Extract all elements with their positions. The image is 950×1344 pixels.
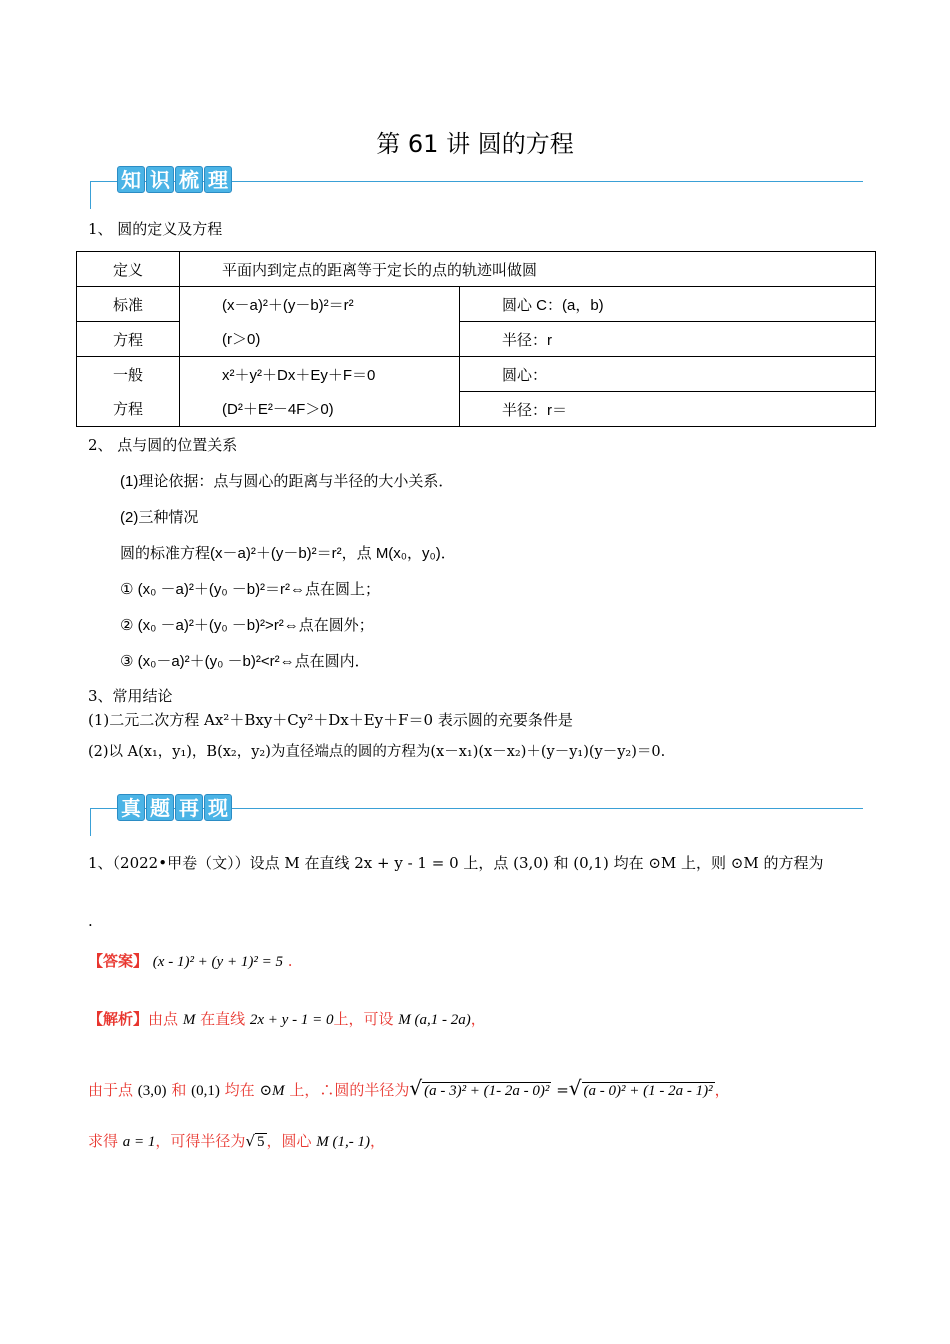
sqrt-symbol: √ — [568, 1076, 582, 1100]
section-divider-tick — [90, 181, 91, 209]
badge-char: 理 — [204, 166, 232, 193]
answer-label: 【答案】 — [88, 952, 149, 970]
badge-char: 再 — [175, 794, 203, 821]
point-0-1: (0,1) — [191, 1083, 220, 1099]
badge-char: 真 — [117, 794, 145, 821]
table-cell-label: 一般 — [77, 357, 180, 392]
analysis-line-2 — [88, 1076, 730, 1100]
item3-heading: 3、常用结论 — [88, 687, 173, 705]
answer-end: . — [287, 952, 293, 970]
table-cell-definition: 平面内到定点的距离等于定长的点的轨迹叫做圆 — [180, 252, 876, 287]
answer-line — [88, 950, 293, 971]
section-badge-exam — [117, 794, 232, 821]
analysis-text: 由于点 — [88, 1081, 134, 1099]
table-cell-radius: 半径：r — [460, 322, 876, 357]
table-cell-label: 方程 — [77, 392, 180, 427]
badge-char: 现 — [204, 794, 232, 821]
analysis-param: M (a,1 - 2a) — [398, 1012, 471, 1028]
analysis-text: ，圆心 — [266, 1132, 312, 1150]
item1-heading: 1、 圆的定义及方程 — [88, 220, 223, 238]
analysis-text: 均在 — [224, 1081, 255, 1099]
section-badge-knowledge — [117, 166, 232, 193]
analysis-line-1 — [88, 1008, 486, 1029]
answer-math: (x - 1)² + (y + 1)² = 5 — [152, 954, 283, 970]
question-1-blank: . — [88, 912, 93, 930]
analysis-text: 上，∴圆的半径为 — [289, 1081, 410, 1099]
analysis-text: ， — [714, 1081, 730, 1099]
table-cell-label: 定义 — [77, 252, 180, 287]
analysis-text: ，可得半径为 — [155, 1132, 246, 1150]
analysis-text: 由点 — [148, 1010, 179, 1028]
analysis-line-3 — [88, 1130, 385, 1151]
item3-line: (2)以 A(x₁，y₁)，B(x₂，y₂)为直径端点的圆的方程为(x－x₁)(x－x₂)＋(y－y₁)(y－y₂)＝0. — [88, 744, 666, 760]
sqrt-5: 5 — [257, 1134, 265, 1150]
analysis-text: 上，可设 — [333, 1010, 394, 1028]
badge-char: 识 — [146, 166, 174, 193]
analysis-text: ， — [370, 1132, 386, 1150]
table-cell-condition: (r＞0) — [180, 322, 460, 357]
radius-expression-1: (a - 3)² + (1- 2a - 0)² — [424, 1083, 550, 1099]
center-m: M (1,- 1) — [316, 1134, 371, 1150]
analysis-text: ， — [470, 1010, 486, 1028]
item2-line: (2)三种情况 — [120, 509, 199, 526]
item2-line: ③ (x₀－a)²＋(y₀ －b)²<r²⇔点在圆内． — [120, 653, 370, 670]
analysis-label: 【解析】 — [88, 1010, 149, 1028]
item2-heading: 2、 点与圆的位置关系 — [88, 436, 238, 454]
a-equals-1: a = 1 — [122, 1134, 156, 1150]
radius-expression-2: (a - 0)² + (1 - 2a - 1)² — [583, 1083, 713, 1099]
item3-line: (1)二元二次方程 Ax²＋Bxy＋Cy²＋Dx＋Ey＋F＝0 表示圆的充要条件是 — [88, 711, 573, 729]
point-3-0: (3,0) — [137, 1083, 167, 1099]
table-cell-equation: (x－a)²＋(y－b)²＝r² — [180, 287, 460, 322]
page-title: 第 61 讲 圆的方程 — [376, 130, 574, 158]
table-cell-center: 圆心 C：(a，b) — [460, 287, 876, 322]
circle-equation-table — [76, 251, 876, 427]
table-cell-label: 标准 — [77, 287, 180, 322]
sqrt-symbol: √ — [245, 1132, 255, 1150]
table-cell-equation: x²＋y²＋Dx＋Ey＋F＝0 — [180, 357, 460, 392]
analysis-text: 求得 — [88, 1132, 119, 1150]
equals-sign: = — [556, 1081, 569, 1099]
analysis-point-m: M — [182, 1012, 196, 1028]
badge-char: 题 — [146, 794, 174, 821]
item2-line: ① (x₀ －a)²＋(y₀ －b)²＝r²⇔点在圆上； — [120, 581, 381, 598]
analysis-line-equation: 2x + y - 1 = 0 — [249, 1012, 334, 1028]
badge-char: 梳 — [175, 166, 203, 193]
table-cell-label: 方程 — [77, 322, 180, 357]
table-cell-radius: 半径：r＝ — [460, 392, 876, 427]
item2-line: ② (x₀ －a)²＋(y₀ －b)²>r²⇔点在圆外； — [120, 617, 374, 634]
badge-char: 知 — [117, 166, 145, 193]
analysis-text: 在直线 — [200, 1010, 246, 1028]
circle-m: ⊙M — [259, 1083, 285, 1099]
table-cell-condition: (D²＋E²－4F＞0) — [180, 392, 460, 427]
analysis-text: 和 — [171, 1081, 187, 1099]
table-cell-center: 圆心： — [460, 357, 876, 392]
question-1: 1、（2022•甲卷（文））设点 M 在直线 2x + y - 1 = 0 上，点 (3,0) 和 (0,1) 均在 ⊙M 上，则 ⊙M 的方程为 — [88, 854, 824, 872]
section-divider-tick — [90, 808, 91, 836]
item2-line: (1)理论依据：点与圆心的距离与半径的大小关系． — [120, 473, 454, 490]
sqrt-symbol: √ — [409, 1076, 423, 1100]
item2-line: 圆的标准方程(x－a)²＋(y－b)²＝r²，点 M(x₀，y₀)． — [120, 545, 456, 562]
